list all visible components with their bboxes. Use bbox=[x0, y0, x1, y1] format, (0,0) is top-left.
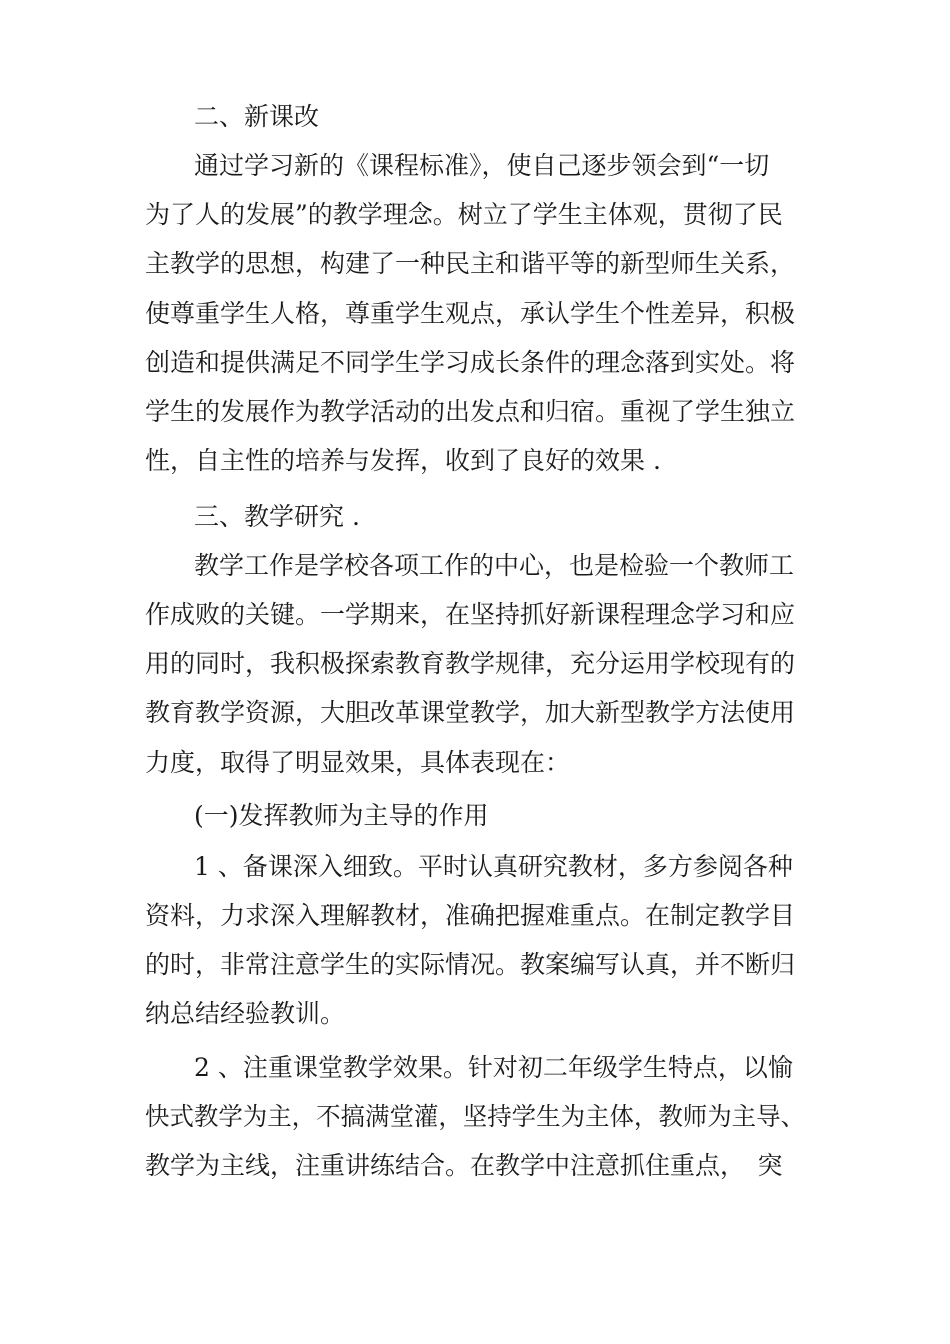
paragraph-line: 的时，非常注意学生的实际情况。教案编写认真，并不断归 bbox=[145, 950, 796, 979]
paragraph-line: 教育教学资源，大胆改革课堂教学，加大新型教学方法使用 bbox=[145, 698, 796, 727]
subheading-teacher-leading-role: (一)发挥教师为主导的作用 bbox=[194, 801, 489, 830]
paragraph-line: 资料，力求深入理解教材，准确把握难重点。在制定教学目 bbox=[145, 901, 796, 930]
paragraph-line: 为了人的发展”的教学理念。树立了学生主体观，贯彻了民 bbox=[145, 200, 783, 229]
paragraph-line: 学生的发展作为教学活动的出发点和归宿。重视了学生独立 bbox=[145, 397, 796, 426]
paragraph-line: 快式教学为主，不搞满堂灌，坚持学生为主体，教师为主导、 bbox=[145, 1102, 806, 1131]
paragraph-line: 使尊重学生人格，尊重学生观点，承认学生个性差异，积极 bbox=[145, 299, 796, 328]
paragraph-line: 教学为主线，注重讲练结合。在教学中注意抓住重点， 突 bbox=[145, 1151, 783, 1180]
paragraph-line: 创造和提供满足不同学生学习成长条件的理念落到实处。将 bbox=[145, 348, 796, 377]
paragraph-line: 主教学的思想，构建了一种民主和谐平等的新型师生关系， bbox=[145, 249, 796, 278]
paragraph-line: 性，自主性的培养与发挥，收到了良好的效果 . bbox=[145, 446, 661, 475]
paragraph-line: 纳总结经验教训。 bbox=[145, 999, 346, 1028]
paragraph-line: 通过学习新的《课程标准》，使自己逐步领会到“一切 bbox=[194, 151, 770, 180]
paragraph-line: 教学工作是学校各项工作的中心，也是检验一个教师工 bbox=[194, 551, 795, 580]
heading-new-curriculum: 二、新课改 bbox=[194, 102, 320, 131]
paragraph-line: 力度，取得了明显效果，具体表现在： bbox=[145, 748, 571, 777]
paragraph-line: 作成败的关键。一学期来，在坚持抓好新课程理念学习和应 bbox=[145, 600, 796, 629]
paragraph-line: 用的同时，我积极探索教育教学规律，充分运用学校现有的 bbox=[145, 649, 796, 678]
heading-teaching-research: 三、教学研究 . bbox=[194, 502, 360, 531]
paragraph-line: 2 、注重课堂教学效果。针对初二年级学生特点，以愉 bbox=[194, 1053, 793, 1082]
paragraph-line: 1 、备课深入细致。平时认真研究教材，多方参阅各种 bbox=[194, 852, 793, 881]
